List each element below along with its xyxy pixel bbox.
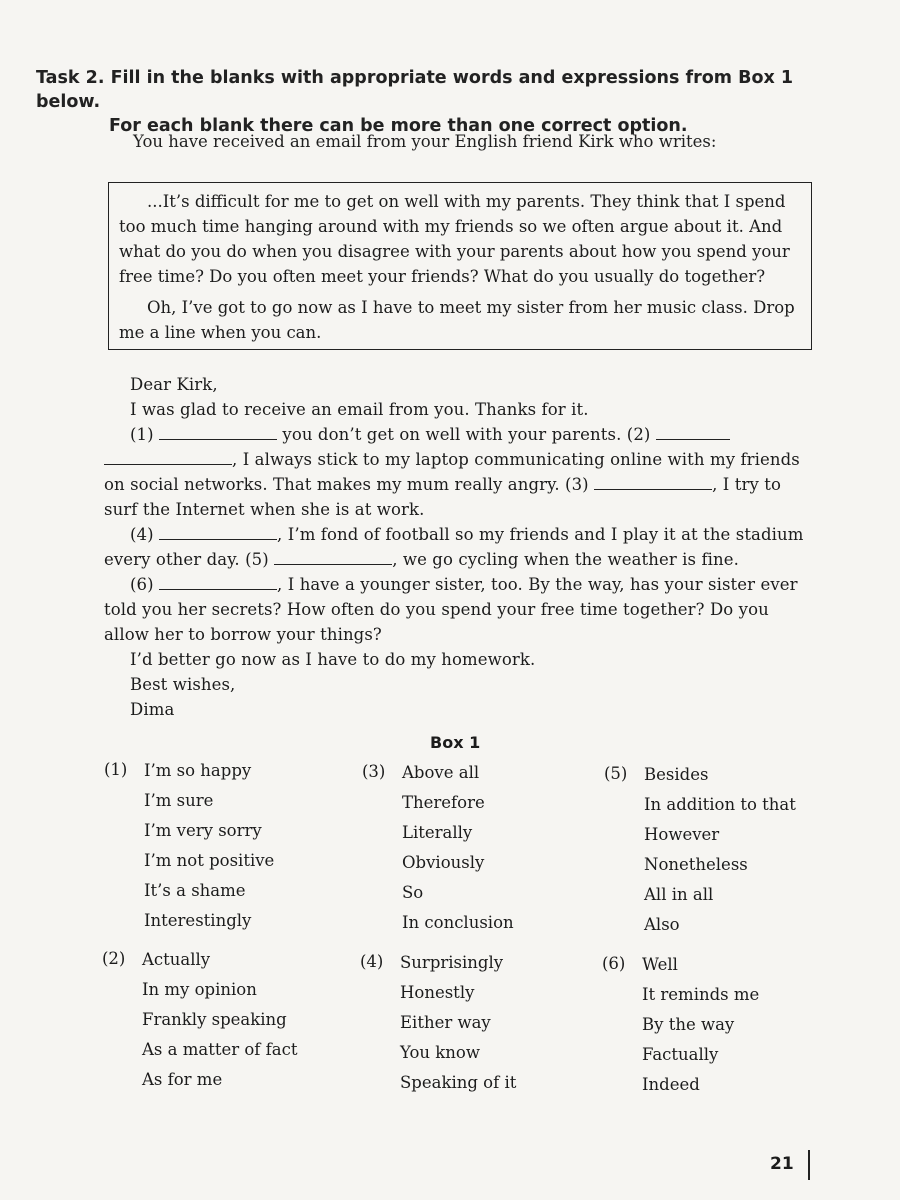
letter-text-3: , I try to surf the Internet when she is at work. <box>104 475 781 519</box>
email-quote-box <box>108 182 812 350</box>
blank-3-number: (3) <box>565 475 589 494</box>
box-option: Obviously <box>402 853 485 872</box>
task-instruction-line-1: Fill in the blanks with appropriate words and expressions from Box 1 below. <box>36 68 794 112</box>
task-instruction-line-2: For each blank there can be more than one correct option. <box>109 116 688 136</box>
blank-3[interactable] <box>594 475 712 490</box>
blank-4[interactable] <box>159 525 277 540</box>
box-option: It’s a shame <box>144 881 246 900</box>
page-number-divider <box>808 1150 810 1180</box>
box-option: All in all <box>644 885 714 904</box>
blank-5[interactable] <box>274 550 392 565</box>
box-option: As for me <box>142 1070 223 1089</box>
box-option: As a matter of fact <box>142 1040 298 1059</box>
blank-1[interactable] <box>159 425 277 440</box>
task-heading <box>36 66 836 138</box>
letter-paragraph-3 <box>104 572 816 647</box>
box-option: Besides <box>644 765 709 784</box>
letter-text-4: , I’m fond of football so my friends and I play it at the stadium every other day. <box>104 525 804 569</box>
box-option: I’m not positive <box>144 851 275 870</box>
box-option: Nonetheless <box>644 855 748 874</box>
blank-2-number: (2) <box>626 425 651 444</box>
box-option: I’m sure <box>144 791 214 810</box>
box-option: Literally <box>402 823 473 842</box>
letter-paragraph-1 <box>104 422 816 522</box>
email-paragraph-1: ...It’s difficult for me to get on well with my parents. They think that I spend too much time hanging around with my friends so we often argue about it. And what do you do when you disagree with your parents about how you spend your free time? Do you often meet your friends? What do you usually do together? <box>119 192 790 286</box>
letter-closing-line: I’d better go now as I have to do my homework. <box>130 650 536 669</box>
box-option: Above all <box>402 763 480 782</box>
blank-6-number: (6) <box>130 575 154 594</box>
box-group-number: (3) <box>362 762 386 781</box>
box-option: Frankly speaking <box>142 1010 287 1029</box>
letter-text-5: , we go cycling when the weather is fine. <box>392 550 739 569</box>
box-option: I’m so happy <box>144 761 252 780</box>
box-option: So <box>402 883 424 902</box>
box-option: Therefore <box>402 793 485 812</box>
box-option: Well <box>642 955 678 974</box>
blank-1-number: (1) <box>130 425 154 444</box>
reply-letter <box>104 372 816 722</box>
letter-signature: Dima <box>130 700 175 719</box>
blank-5-number: (5) <box>245 550 269 569</box>
intro-text: You have received an email from your English friend Kirk who writes: <box>133 132 717 151</box>
blank-2-part-1[interactable] <box>656 425 730 440</box>
blank-6[interactable] <box>159 575 277 590</box>
box-option: Indeed <box>642 1075 700 1094</box>
box-option: By the way <box>642 1015 735 1034</box>
box-group-number: (6) <box>602 954 626 973</box>
letter-text-1: you don’t get on well with your parents. <box>282 425 622 444</box>
letter-paragraph-2 <box>104 522 816 572</box>
box-group-number: (5) <box>604 764 628 783</box>
box-option: Actually <box>142 950 211 969</box>
box-option: I’m very sorry <box>144 821 262 840</box>
box-option: However <box>644 825 720 844</box>
box-option: Interestingly <box>144 911 252 930</box>
letter-text-6: , I have a younger sister, too. By the way, has your sister ever told you her secrets? How often do you spend your free time together? Do you allow her to borrow your things? <box>104 575 798 644</box>
blank-2[interactable] <box>104 450 232 465</box>
box-option: It reminds me <box>642 985 760 1004</box>
letter-text-2: , I always stick to my laptop communicating online with my friends on social networks. That makes my mum really angry. <box>104 450 800 494</box>
box-option: In conclusion <box>402 913 514 932</box>
box-option: Factually <box>642 1045 719 1064</box>
box-option: Also <box>644 915 680 934</box>
box-title: Box 1 <box>430 733 481 752</box>
letter-greeting: Dear Kirk, <box>130 375 218 394</box>
box-option: Either way <box>400 1013 491 1032</box>
box-option: Speaking of it <box>400 1073 517 1092</box>
box-group-number: (4) <box>360 952 384 971</box>
page-number: 21 <box>770 1154 794 1174</box>
letter-thanks: I was glad to receive an email from you. Thanks for it. <box>130 400 589 419</box>
box-group-number: (1) <box>104 760 128 779</box>
box-group-number: (2) <box>102 949 126 968</box>
box-option: In my opinion <box>142 980 257 999</box>
box-option: Honestly <box>400 983 475 1002</box>
letter-sign-off: Best wishes, <box>130 675 236 694</box>
box-option: In addition to that <box>644 795 796 814</box>
email-paragraph-2: Oh, I’ve got to go now as I have to meet my sister from her music class. Drop me a line when you can. <box>119 298 795 342</box>
box-option: You know <box>400 1043 480 1062</box>
task-number: Task 2. <box>36 68 105 88</box>
blank-4-number: (4) <box>130 525 154 544</box>
box-option: Surprisingly <box>400 953 504 972</box>
